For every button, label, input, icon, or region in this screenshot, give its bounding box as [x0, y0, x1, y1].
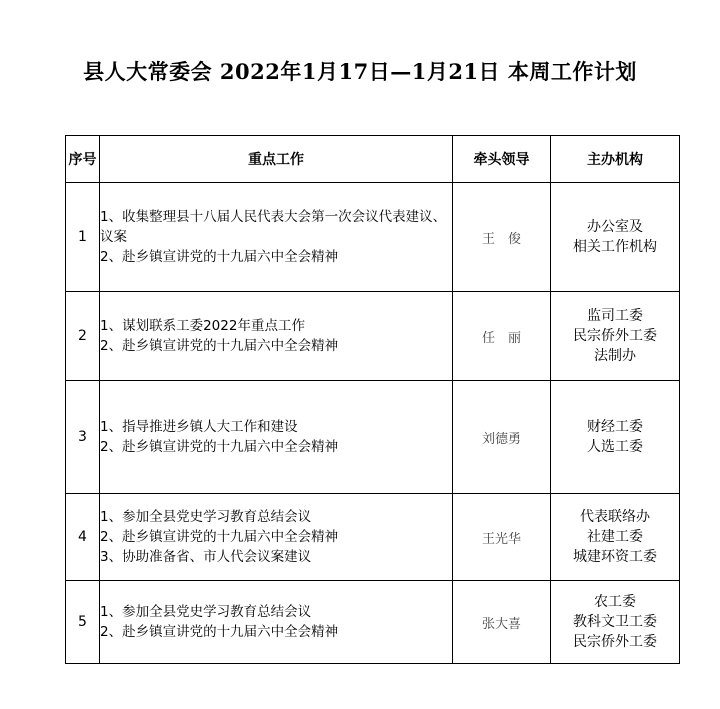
work-plan-table	[65, 135, 680, 664]
table-row	[66, 292, 680, 381]
leader-name: 王光华	[453, 494, 551, 581]
org-item: 民宗侨外工委	[573, 634, 657, 650]
leader-name: 刘德勇	[453, 381, 551, 494]
org-list	[551, 581, 680, 664]
work-item: 1、谋划联系工委2022年重点工作	[100, 318, 305, 334]
org-item: 社建工委	[587, 529, 643, 545]
work-item: 1、参加全县党史学习教育总结会议	[100, 604, 312, 620]
work-item: 1、参加全县党史学习教育总结会议	[100, 509, 312, 525]
org-list	[551, 292, 680, 381]
row-number: 4	[66, 494, 100, 581]
header-leader: 牵头领导	[453, 136, 551, 183]
org-item: 监司工委	[587, 308, 643, 324]
work-items	[100, 494, 453, 581]
org-item: 教科文卫工委	[573, 614, 657, 630]
row-number: 5	[66, 581, 100, 664]
work-items	[100, 183, 453, 292]
work-item: 2、赴乡镇宣讲党的十九届六中全会精神	[100, 529, 339, 545]
work-item: 1、指导推进乡镇人大工作和建设	[100, 419, 298, 435]
work-item: 2、赴乡镇宣讲党的十九届六中全会精神	[100, 338, 339, 354]
org-item: 民宗侨外工委	[573, 328, 657, 344]
leader-name: 张大喜	[453, 581, 551, 664]
leader-name: 任 丽	[453, 292, 551, 381]
work-item: 1、收集整理县十八届人民代表大会第一次会议代表建议、议案	[100, 209, 447, 245]
header-num: 序号	[66, 136, 100, 183]
row-number: 2	[66, 292, 100, 381]
work-items	[100, 292, 453, 381]
org-list	[551, 183, 680, 292]
leader-name: 王 俊	[453, 183, 551, 292]
table-row	[66, 381, 680, 494]
table-row	[66, 494, 680, 581]
org-item: 农工委	[594, 594, 636, 610]
org-item: 办公室及	[587, 219, 643, 235]
header-org: 主办机构	[551, 136, 680, 183]
org-item: 代表联络办	[580, 509, 650, 525]
org-list	[551, 381, 680, 494]
table-row	[66, 581, 680, 664]
header-work: 重点工作	[100, 136, 453, 183]
work-item: 2、赴乡镇宣讲党的十九届六中全会精神	[100, 249, 339, 265]
org-item: 相关工作机构	[573, 239, 657, 255]
header-row	[66, 136, 680, 183]
row-number: 1	[66, 183, 100, 292]
org-item: 人选工委	[587, 439, 643, 455]
page-title: 县人大常委会 2022年1月17日—1月21日 本周工作计划	[83, 59, 637, 84]
org-item: 城建环资工委	[573, 549, 657, 565]
table-row	[66, 183, 680, 292]
work-item: 3、协助准备省、市人代会议案建议	[100, 549, 312, 565]
org-item: 法制办	[594, 348, 636, 364]
row-number: 3	[66, 381, 100, 494]
work-item: 2、赴乡镇宣讲党的十九届六中全会精神	[100, 624, 339, 640]
work-item: 2、赴乡镇宣讲党的十九届六中全会精神	[100, 439, 339, 455]
work-items	[100, 581, 453, 664]
org-list	[551, 494, 680, 581]
org-item: 财经工委	[587, 419, 643, 435]
work-items	[100, 381, 453, 494]
